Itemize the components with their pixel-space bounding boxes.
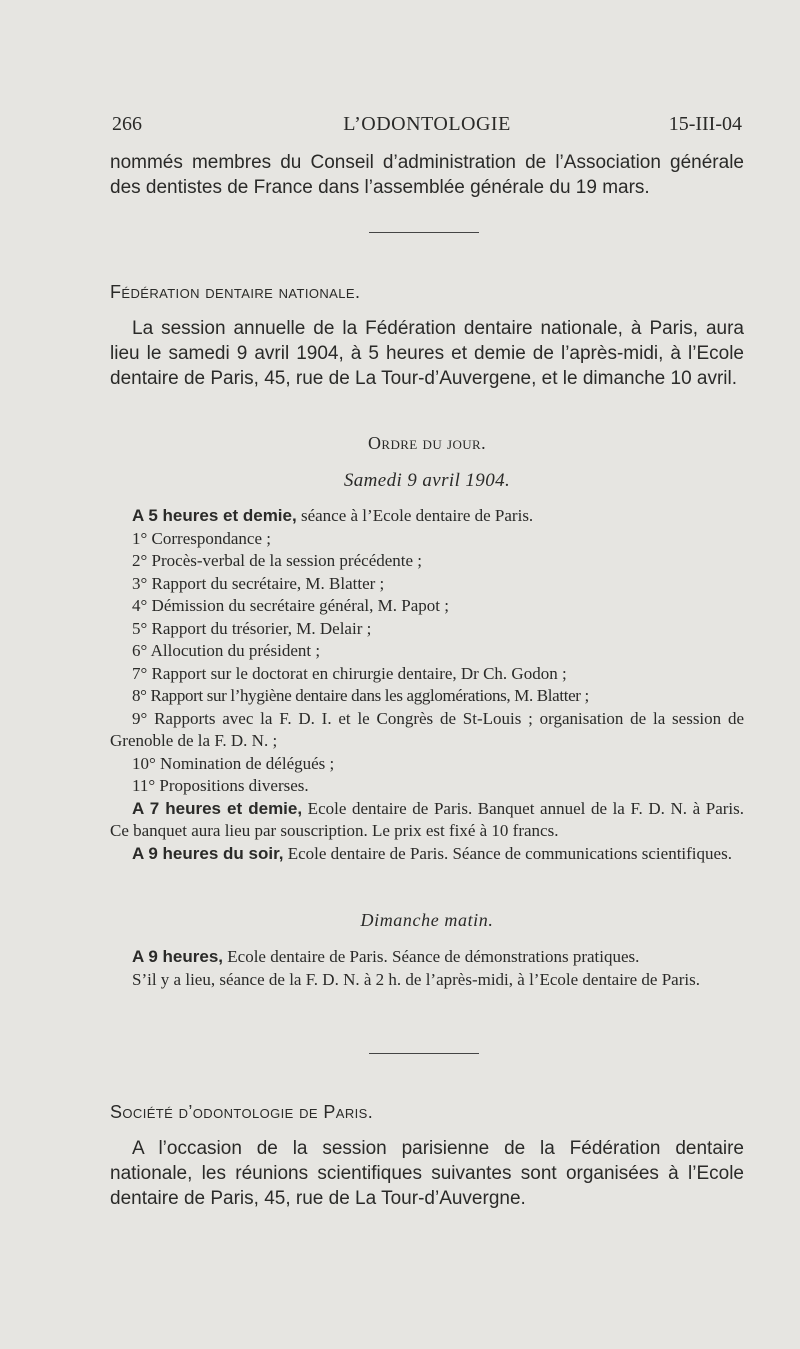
session-9h-morning bbox=[110, 946, 744, 969]
agenda-sunday bbox=[110, 946, 744, 991]
session-9h-morning-lead: A 9 heures, bbox=[132, 947, 224, 966]
section-divider bbox=[369, 1053, 479, 1054]
agenda-day-saturday: Samedi 9 avril 1904. bbox=[343, 470, 511, 491]
agenda-item: 10° Nomination de délégués ; bbox=[132, 753, 335, 773]
agenda-item: 9° Rapports avec la F. D. I. et le Congrès de St-Louis ; organisation de la session de Grenoble de la F. D. N. ; bbox=[110, 708, 744, 750]
session-9h-morning-text: Ecole dentaire de Paris. Séance de démonstrations pratiques. bbox=[223, 947, 640, 966]
agenda-item: 11° Propositions diverses. bbox=[132, 776, 309, 795]
session-9h-evening bbox=[110, 843, 744, 866]
agenda-title: Ordre du jour. bbox=[367, 433, 487, 453]
agenda-item: 8° Rapport sur l’hygiène dentaire dans les agglomérations, M. Blatter ; bbox=[132, 686, 589, 705]
session-5h-text: séance à l’Ecole dentaire de Paris. bbox=[296, 506, 534, 525]
agenda-day-sunday: Dimanche matin. bbox=[360, 910, 494, 930]
section-title-federation: Fédération dentaire nationale. bbox=[110, 282, 361, 302]
agenda-item: 4° Démission du secrétaire général, M. Papot ; bbox=[132, 596, 449, 615]
sunday-note: S’il y a lieu, séance de la F. D. N. à 2 h. de l’après-midi, à l’Ecole dentaire de Paris. bbox=[132, 969, 700, 989]
intro-paragraph: nommés membres du Conseil d’administration de l’Association générale des dentistes de France dans l’assemblée générale du 19 mars. bbox=[110, 152, 744, 198]
page-header bbox=[112, 113, 742, 143]
agenda-item: 7° Rapport sur le doctorat en chirurgie dentaire, Dr Ch. Godon ; bbox=[132, 663, 567, 683]
agenda-saturday bbox=[110, 505, 744, 865]
agenda-item: 5° Rapport du trésorier, M. Delair ; bbox=[132, 618, 372, 638]
federation-paragraph: La session annuelle de la Fédération dentaire nationale, à Paris, aura lieu le samedi 9 avril 1904, à 5 heures et demie de l’après-midi, à l’Ecole dentaire de Paris, 45, rue de La Tour-d’Auvergene, et le dimanche 10 avril. bbox=[110, 318, 744, 389]
session-7h bbox=[110, 798, 744, 843]
session-5h bbox=[110, 505, 744, 528]
agenda-item: 3° Rapport du secrétaire, M. Blatter ; bbox=[132, 573, 385, 593]
session-9h-evening-text: Ecole dentaire de Paris. Séance de communications scientifiques. bbox=[283, 843, 732, 863]
page-number: 266 bbox=[112, 113, 142, 135]
issue-date: 15-III-04 bbox=[668, 113, 742, 135]
agenda-item: 6° Allocution du président ; bbox=[132, 641, 321, 660]
societe-paragraph: A l’occasion de la session parisienne de la Fédération dentaire nationale, les réunions scientifiques suivantes sont organisées à l’Ecole dentaire de Paris, 45, rue de La Tour-d’Auvergne. bbox=[110, 1138, 744, 1209]
session-9h-evening-lead: A 9 heures du soir, bbox=[132, 843, 284, 863]
session-7h-text: Ecole dentaire de Paris. Banquet annuel de la F. D. N. à Paris. Ce banquet aura lieu par souscription. Le prix est fixé à 10 francs. bbox=[110, 798, 744, 840]
section-title-societe: Société d’odontologie de Paris. bbox=[110, 1102, 374, 1122]
agenda-item: 2° Procès-verbal de la session précédente ; bbox=[132, 551, 423, 570]
session-7h-lead: A 7 heures et demie, bbox=[132, 798, 303, 818]
section-divider bbox=[369, 232, 479, 233]
agenda-item: 1° Correspondance ; bbox=[132, 528, 271, 548]
session-5h-lead: A 5 heures et demie, bbox=[132, 506, 297, 525]
running-title: L’ODONTOLOGIE bbox=[343, 113, 511, 135]
